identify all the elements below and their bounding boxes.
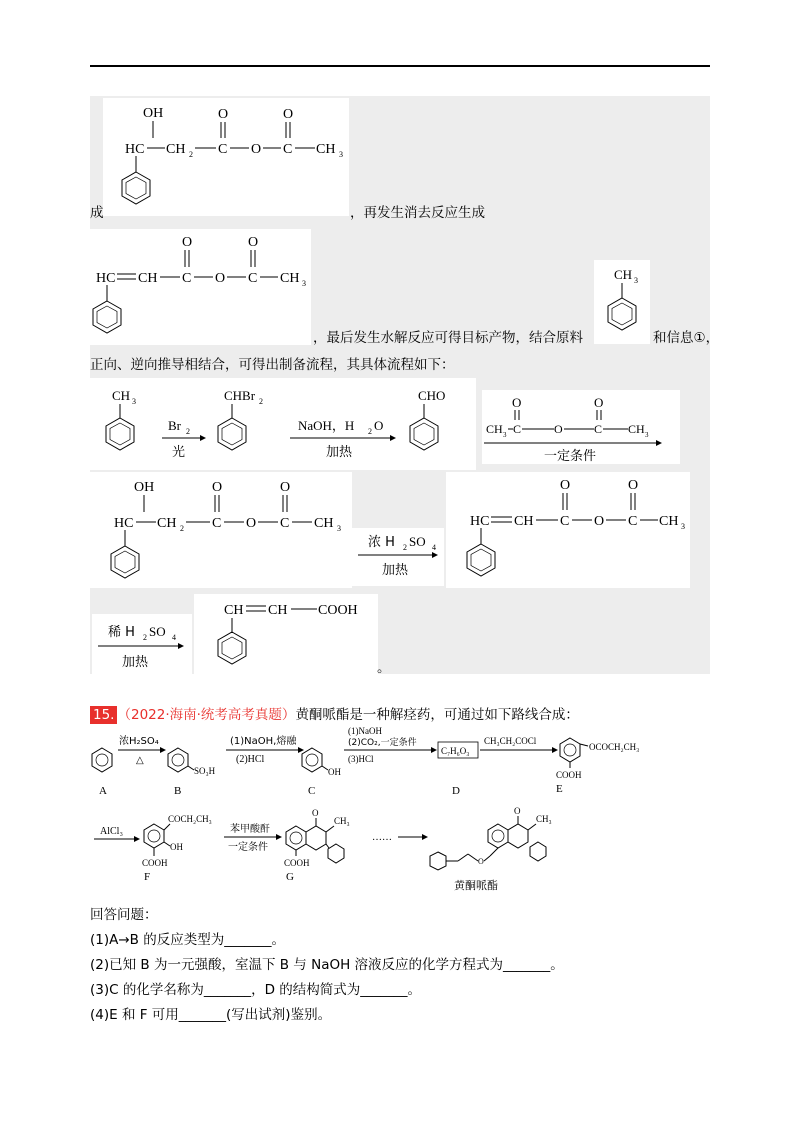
sub-3: 3: [681, 522, 685, 531]
sub-3: 3: [337, 524, 341, 533]
oh-label: OH: [134, 480, 155, 495]
o-label: O: [251, 142, 262, 157]
text-period: 。: [377, 660, 391, 676]
benzene-ring: [328, 844, 344, 863]
hc-label: HC: [96, 271, 116, 286]
question-3: (3)C 的化学名称为_______，D 的结构简式为_______。: [90, 982, 422, 998]
ch-label: CH: [514, 514, 534, 529]
questions-header: 回答问题：: [90, 907, 158, 923]
c-label: C: [594, 422, 603, 436]
o-label: O: [512, 395, 522, 410]
e-cooh: COOH: [556, 770, 582, 780]
ch3-label: CH: [280, 271, 300, 286]
o-label: O: [212, 480, 223, 495]
dil-h2so4-label: 稀 H: [108, 625, 135, 640]
c-label: C: [560, 514, 570, 529]
question-1: (1)A→B 的反应类型为_______。: [90, 932, 285, 948]
heat-label: 加热: [326, 445, 353, 460]
question-stem: 黄酮哌酯是一种解痉药，可通过如下路线合成：: [295, 707, 579, 723]
h2o-tail: O: [374, 418, 384, 433]
question-2: (2)已知 B 为一元强酸，室温下 B 与 NaOH 溶液反应的化学方程式为_______。: [90, 957, 564, 973]
step3-reagent-a: (1)NaOH: [348, 726, 382, 736]
step-g-condition: 一定条件: [228, 842, 268, 853]
synthesis-route: [86, 724, 686, 896]
flow-box-row2-right: [446, 472, 690, 588]
label-e: E: [556, 783, 563, 795]
g-cooh: COOH: [284, 858, 310, 868]
o-label: O: [215, 271, 226, 286]
flow-box-product: [194, 594, 378, 674]
o-label: O: [628, 478, 639, 493]
step-g-reagent: 苯甲酸酐: [230, 824, 270, 835]
question-list: [90, 903, 564, 1028]
c-label: C: [513, 422, 522, 436]
sub-2: 2: [143, 633, 147, 642]
light-label: 光: [172, 445, 186, 460]
benzene-ring: [92, 748, 112, 772]
flow-anhydride-reagent: [482, 390, 680, 464]
sub-3: 3: [503, 431, 507, 439]
step3-reagent-c: (3)HCl: [348, 754, 374, 764]
benzene-ring: [560, 738, 580, 762]
c-label: C: [280, 516, 290, 531]
step2-reagent-b: (2)HCl: [236, 754, 265, 765]
text-line2: ，最后发生水解反应可得目标产物，结合原料: [313, 330, 583, 346]
question-number: 15.: [90, 706, 117, 724]
structure-box-1: [103, 98, 349, 216]
structure-box-toluene: [594, 260, 650, 344]
text-line3: 正向、逆向推导相结合，可得出制备流程，其具体流程如下：: [90, 357, 455, 373]
d-formula: C₇H₆O₃: [441, 746, 470, 756]
step1-reagent: 浓H₂SO₄: [119, 736, 159, 747]
text-line1: ，再发生消去反应生成: [350, 205, 485, 221]
so4-label: SO: [149, 624, 166, 639]
c-label: C: [182, 271, 192, 286]
o-label: O: [283, 107, 294, 122]
sub-3: 3: [339, 150, 343, 159]
label-d: D: [452, 785, 460, 797]
step1-condition: △: [136, 755, 144, 766]
sub-2: 2: [259, 397, 263, 406]
c-label: C: [283, 142, 293, 157]
sub-2: 2: [180, 524, 184, 533]
sub-4: 4: [432, 543, 436, 552]
flow-box-row1: [90, 378, 476, 470]
text-line2-end: 和信息①，: [653, 330, 720, 346]
reagent-e: CH₃CH₂COCl: [484, 736, 537, 746]
cooh-label: COOH: [318, 603, 358, 618]
ch-label: CH: [138, 271, 158, 286]
sub-2: 2: [403, 543, 407, 552]
o-label: O: [594, 514, 605, 529]
heat-label: 加热: [122, 655, 149, 670]
f-oh: OH: [170, 842, 183, 852]
text-cheng: 成: [90, 205, 104, 221]
o-label: O: [594, 395, 604, 410]
e-ester-group: OCOCH₂CH₃: [589, 742, 640, 752]
ch3-label: CH: [659, 514, 679, 529]
sub-4: 4: [172, 633, 176, 642]
ch3-label: CH: [314, 516, 334, 531]
structure-unsaturated-ester: [90, 229, 311, 345]
naoh-h2o-label: NaOH，H: [298, 418, 355, 433]
conc-h2so4-label: 浓 H: [368, 535, 395, 550]
step3-reagent-b: (2)CO₂,一定条件: [348, 738, 417, 748]
flow-box-dil: [92, 614, 192, 674]
o-label: O: [218, 107, 229, 122]
sub-3: 3: [634, 276, 638, 285]
ch-label: CH: [224, 603, 244, 618]
benzene-ring: [488, 824, 508, 848]
o-label: O: [560, 478, 571, 493]
question-4: (4)E 和 F 可用_______(写出试剂)鉴别。: [90, 1007, 332, 1023]
f-ketone-group: COCH₂CH₃: [168, 814, 212, 824]
benzene-ring: [302, 748, 322, 772]
ch2-label: CH: [166, 142, 186, 157]
flow-box-anhydride: [482, 390, 680, 464]
o-label: O: [248, 235, 259, 250]
o-label: O: [182, 235, 193, 250]
c-label: C: [248, 271, 258, 286]
ester-o: O: [478, 857, 484, 866]
benzene-ring: [286, 826, 306, 850]
hc-label: HC: [114, 516, 134, 531]
flow-conc-h2so4: [352, 528, 444, 586]
o-label: O: [246, 516, 257, 531]
flow-dil-h2so4: [92, 614, 192, 674]
c-label: C: [628, 514, 638, 529]
header-rule: [90, 65, 710, 67]
so4-label: SO: [409, 534, 426, 549]
question-source: （2022·海南·统考高考真题）: [117, 707, 296, 723]
label-g: G: [286, 871, 294, 883]
question-15-header: [90, 703, 579, 723]
label-f: F: [144, 871, 151, 883]
ch3-label: CH: [614, 267, 633, 282]
so3h-label: SO₃H: [194, 766, 216, 776]
label-b: B: [174, 785, 182, 797]
heat-label: 加热: [382, 563, 409, 578]
final-product-name: 黄酮哌酯: [454, 879, 498, 892]
piperidine-ring: [430, 852, 446, 870]
g-carbonyl-o: O: [312, 808, 319, 818]
flow-row-1: [90, 378, 476, 470]
flow-cinnamic-acid: [194, 594, 378, 674]
br2-label: Br: [168, 418, 181, 433]
ch3-label: CH: [486, 422, 503, 436]
benzene-ring: [144, 824, 164, 848]
f-cooh: COOH: [142, 858, 168, 868]
sub-3: 3: [132, 397, 136, 406]
ch3-label: CH: [628, 422, 645, 436]
chbr2-label: CHBr: [224, 388, 256, 403]
flow-hydroxy-ester: [90, 472, 352, 588]
flow-box-row2-left: [90, 472, 352, 588]
sub-3: 3: [302, 279, 306, 288]
ch3-label: CH: [112, 388, 131, 403]
sub-3: 3: [645, 431, 649, 439]
oh-label: OH: [143, 106, 164, 121]
cho-label: CHO: [418, 388, 446, 403]
dots-label: ……: [372, 832, 392, 843]
alcl3-label: AlCl₃: [100, 826, 123, 837]
oh-label: OH: [328, 767, 341, 777]
g-ch3: CH₃: [334, 816, 350, 826]
ch3-label: CH: [316, 142, 336, 157]
structure-hydroxy-ester: [103, 98, 349, 216]
structure-toluene: [594, 260, 650, 344]
o-label: O: [280, 480, 291, 495]
flow-box-conc: [352, 528, 444, 586]
label-a: A: [99, 785, 107, 797]
c-label: C: [218, 142, 228, 157]
ch2-label: CH: [157, 516, 177, 531]
hc-label: HC: [470, 514, 490, 529]
final-carbonyl-o: O: [514, 806, 521, 816]
final-ch3: CH₃: [536, 814, 552, 824]
benzene-ring: [168, 748, 188, 772]
c-label: C: [212, 516, 222, 531]
hc-label: HC: [125, 142, 145, 157]
step2-reagent-a: (1)NaOH,熔融: [230, 736, 297, 747]
label-c: C: [308, 785, 316, 797]
sub-2: 2: [368, 427, 372, 436]
condition-label: 一定条件: [544, 449, 597, 464]
benzene-ring: [530, 842, 546, 861]
structure-box-2: [90, 229, 311, 345]
flow-unsaturated-ester: [446, 472, 690, 588]
o-label: O: [554, 422, 563, 436]
sub-2: 2: [186, 427, 190, 436]
ch-label: CH: [268, 603, 288, 618]
sub-2: 2: [189, 150, 193, 159]
